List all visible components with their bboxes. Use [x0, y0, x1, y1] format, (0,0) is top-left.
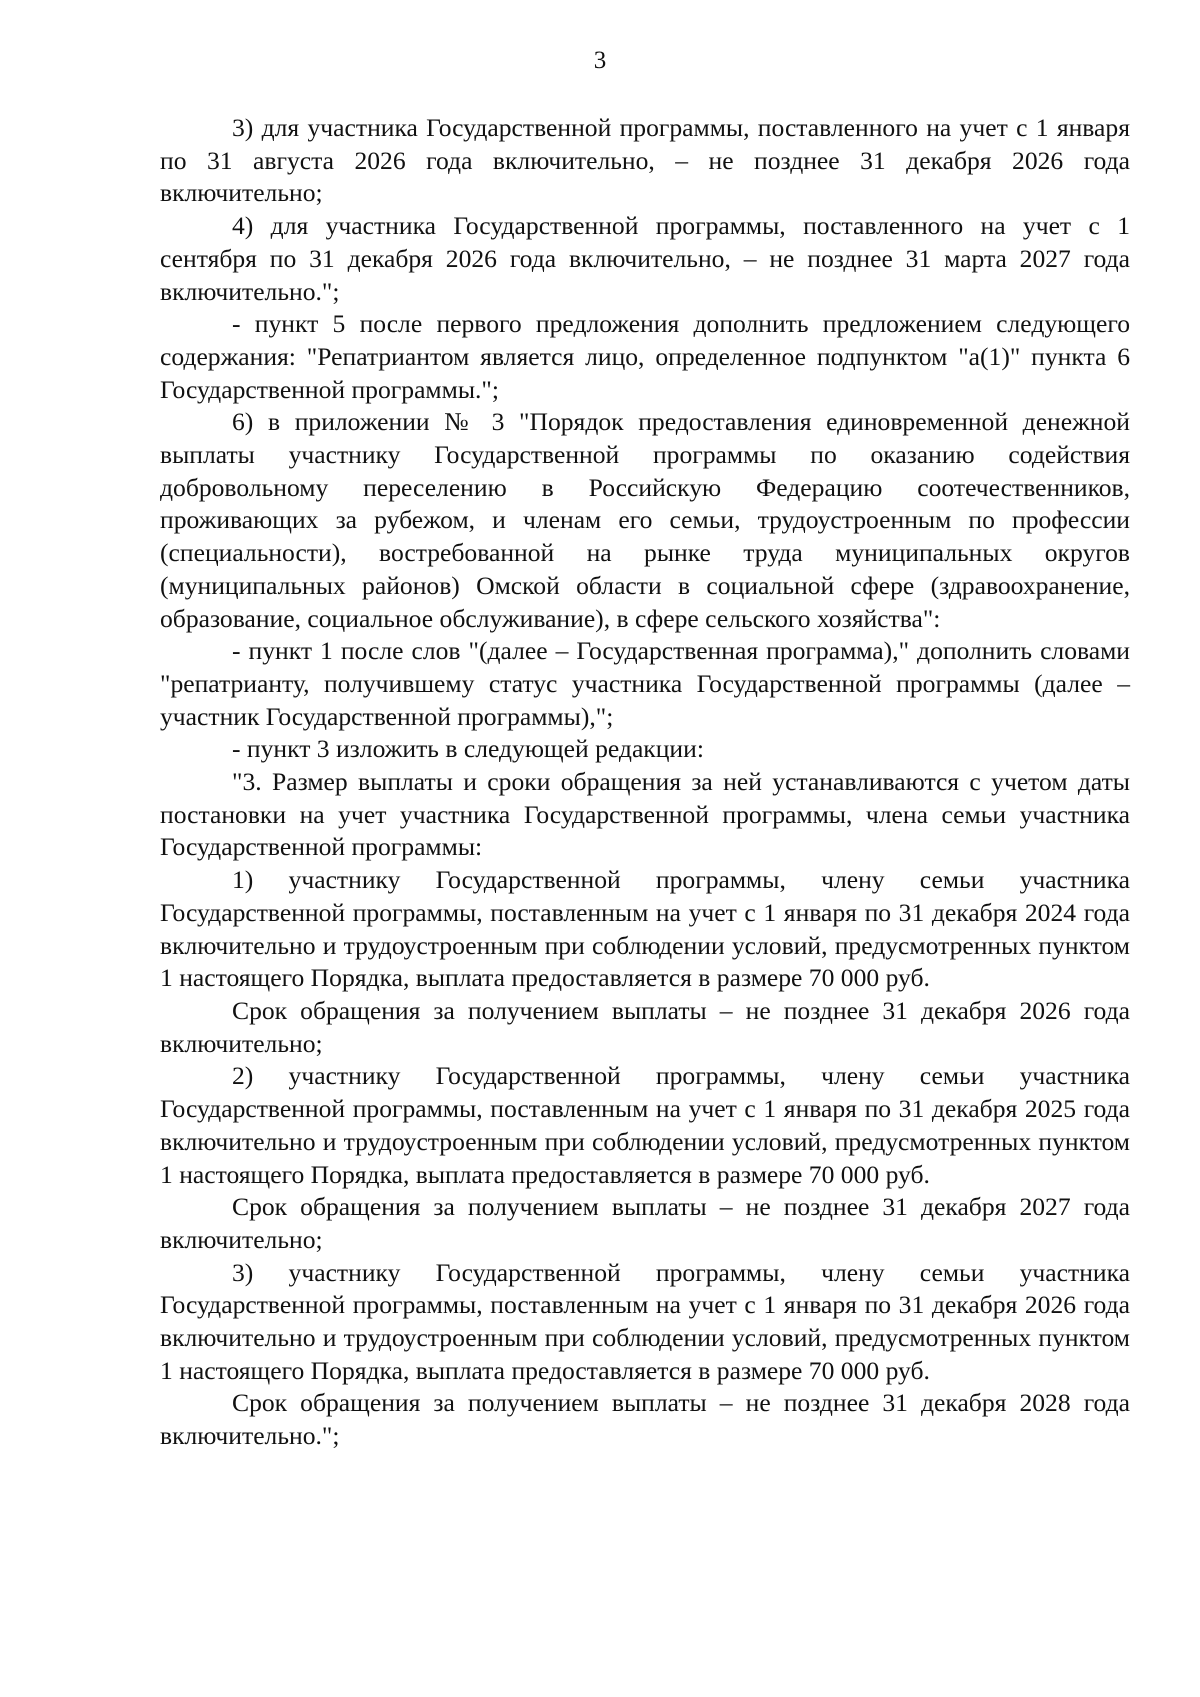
paragraph-payment-2025: 2) участнику Государственной программы, члену семьи участника Государственной программы, поставленным на учет с 1 января по 31 декабря 2025 года включительно и трудоустроенным при соблюдении условий, предусмотренных пунктом 1 настоящего Порядка, выплата предоставляется в размере 70 000 руб. [160, 1061, 1130, 1189]
paragraph-payment-2024: 1) участнику Государственной программы, члену семьи участника Государственной программы, поставленным на учет с 1 января по 31 декабря 2024 года включительно и трудоустроенным при соблюдении условий, предусмотренных пунктом 1 настоящего Порядка, выплата предоставляется в размере 70 000 руб. [160, 865, 1130, 993]
paragraph-point-3-new-wording: - пункт 3 изложить в следующей редакции: [232, 734, 704, 764]
paragraph-point-5-repatriant: - пункт 5 после первого предложения дополнить предложением следующего содержания: "Репатриантом является лицо, определенное подпунктом "а(1)" пункта 6 Государственной программы."; [160, 309, 1130, 404]
paragraph-point-1-amendment: - пункт 1 после слов "(далее – Государственная программа)," дополнить словами "репатрианту, получившему статус участника Государственной программы (далее – участник Государственной программы),"; [160, 636, 1130, 731]
paragraph-deadline-2027: Срок обращения за получением выплаты – не позднее 31 декабря 2027 года включительно; [160, 1192, 1130, 1254]
paragraph-deadline-2026: Срок обращения за получением выплаты – не позднее 31 декабря 2026 года включительно; [160, 995, 1130, 1058]
paragraph-payment-size-intro: "3. Размер выплаты и сроки обращения за ней устанавливаются с учетом даты постановки на учет участника Государственной программы, члена семьи участника Государственной программы: [160, 767, 1130, 862]
paragraph-item-6-appendix-3: 6) в приложении № 3 "Порядок предоставления единовременной денежной выплаты участнику Государственной программы по оказанию содействия добровольному переселению в Российскую Федерацию соотечественников, проживающих за рубежом, и членам его семьи, трудоустроенным по профессии (специальности), востребованной на рынке труда муниципальных округов (муниципальных районов) Омской области в социальной сфере (здравоохранение, образование, социальное обслуживание), в сфере сельского хозяйства": [160, 407, 1130, 633]
paragraph-item-3-august: 3) для участника Государственной программы, поставленного на учет с 1 января по 31 августа 2026 года включительно, – не позднее 31 декабря 2026 года включительно; [160, 113, 1130, 208]
paragraph-payment-2026: 3) участнику Государственной программы, члену семьи участника Государственной программы, поставленным на учет с 1 января по 31 декабря 2026 года включительно и трудоустроенным при соблюдении условий, предусмотренных пунктом 1 настоящего Порядка, выплата предоставляется в размере 70 000 руб. [160, 1257, 1130, 1385]
document-body [160, 112, 1130, 1453]
page-number: 3 [593, 47, 607, 74]
paragraph-item-4-september: 4) для участника Государственной программы, поставленного на учет с 1 сентября по 31 декабря 2026 года включительно, – не позднее 31 марта 2027 года включительно."; [160, 211, 1130, 306]
paragraph-deadline-2028: Срок обращения за получением выплаты – не позднее 31 декабря 2028 года включительно."; [160, 1388, 1130, 1451]
